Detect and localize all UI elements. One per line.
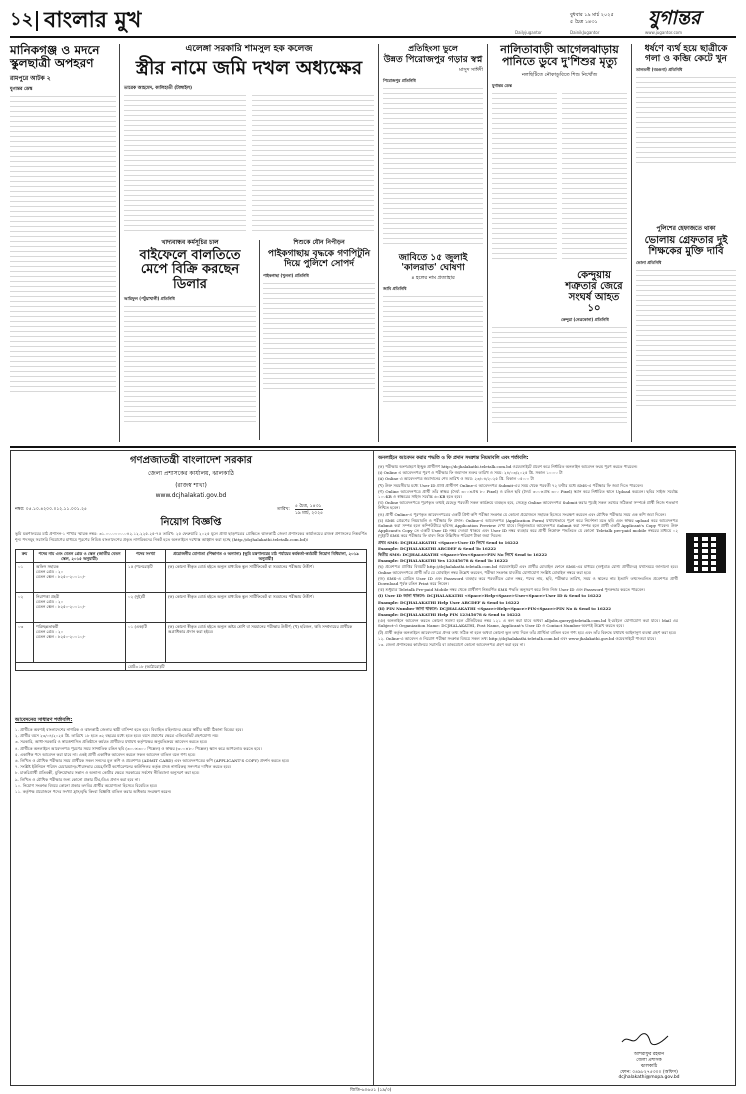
story-teacher-heading: পাইকগাছায় বৃদ্ধকে গণপিটুনি দিয়ে পুলিশে সোপর্দ — [267, 248, 371, 269]
table-total: মোট=১৮ (আঠারো)টি — [126, 663, 367, 671]
signature-image — [620, 1031, 670, 1045]
online-item: (ক) পরীক্ষায় অংশগ্রহণে ইচ্ছুক প্রার্থীগণ http://dcjhalakathi.teletalk.com.bd ওয়েবসাইটে প্রবেশ করে নির্ধারিত অনলাইন আবেদন ফরম পূরণ করতে পারবেন। — [378, 464, 638, 469]
signer-name: আশরাফুর রহমান — [633, 1052, 665, 1057]
row-sl: ০১ — [16, 563, 34, 593]
story-teacher-body — [263, 282, 375, 392]
story-drown-credit: যুগান্তর ডেস্ক — [492, 82, 512, 88]
story-clash-body — [492, 326, 627, 426]
story-college — [124, 44, 374, 234]
row-sl: ০৩ — [16, 623, 34, 663]
row-post: পরিচ্ছন্নতাকর্মী — [36, 624, 59, 629]
condition-item: ৩. সরকারি, আধা-সরকারি ও স্বায়ত্তশাসিত প্রতিষ্ঠানে কর্মরত প্রার্থীদের যথাযথ কর্তৃপক্ষের অনুমতিক্রমে আবেদন করতে হবে। — [15, 739, 208, 745]
online-item: প্রথম SMS: DCJHALAKATHI <Space>User ID লিখে Send to 16222 — [378, 539, 519, 545]
condition-item: ৯. লিখিত ও মৌখিক পরীক্ষার জন্য কোনো প্রকার টিএ/ডিএ প্রদান করা হবে না। — [15, 776, 140, 782]
story-drown-byline: নলছিটিতে নৌকাডুবিতে শিশু নিখোঁজ — [521, 71, 598, 78]
signature-icon — [620, 1032, 670, 1046]
online-item: ১২. Online-এ আবেদন ও নিয়োগ পরীক্ষা সংক্রান্ত বিষয়ে সকল তথ্য http://dcjhalakathi.teletalk.com.bd এবং www.jhalakathi.gov.bd ওয়েবসাইটে পাওয়া যাবে। — [378, 635, 656, 641]
online-item: ১৩. জেলা প্রশাসকের কার্যালয়ে সরাসরি বা ডাকযোগে কোনো আবেদনপত্র গ্রহণ করা হবে না। — [378, 642, 525, 648]
story-jabi-body — [383, 295, 483, 405]
ad-office: জেলা প্রশাসকের কার্যালয়, ঝালকাঠি — [147, 470, 235, 478]
online-item: (i) User ID জানা থাকলে: DCJHALAKATHI <Space>Help<Space>User<Space>User ID & Send to 16222 — [378, 593, 602, 599]
online-item: (ii) Online এ আবেদনপত্র জমাদানের শেষ তারিখ ও সময়: ২৩/০৪/২০২৫ খ্রি. বিকাল ০৫:০০ টা — [378, 476, 534, 482]
ad-top-rule — [10, 446, 736, 448]
condition-item: ৬. লিখিত ও মৌখিক পরীক্ষার সময় প্রার্থীকে সকল সনদের মূল কপি ও প্রবেশপত্র (ADMIT CARD) এবং আবেদনপত্রের কপি (APPLICANT'S COPY) প্রদর্শন করতে হবে। — [15, 758, 290, 764]
conditions-title: আবেদনের সাধারণ শর্তাবলি: — [15, 717, 73, 723]
story-pirojpur-byline: মাসুদ সাঈদী — [459, 67, 483, 74]
col-divider-5 — [631, 44, 632, 442]
story-abduction — [10, 44, 116, 444]
ad-divider — [373, 451, 374, 1085]
row-count: ০২ (দুই)টি — [126, 593, 166, 623]
story-kidney-heading: ধর্ষণে ব্যর্থ হয়ে ছাত্রীকে গলা ও কব্জি কেটে খুন — [644, 44, 728, 65]
masthead-rule — [10, 36, 736, 38]
social-1[interactable]: Dailyjugantor — [515, 30, 542, 35]
th-sl: ক্রম — [16, 550, 34, 563]
row-count: ০১ (এক)টি — [126, 623, 166, 663]
ad-memo-no: নম্বর: ০৫.১০.৪২০০.০১২.১১.০০১.২৫ — [15, 507, 87, 513]
row-post-cell — [34, 623, 126, 663]
story-leader-kicker: পুলিশের হেফাজতে থাকা — [656, 225, 716, 232]
story-drown — [492, 44, 627, 444]
signer-email[interactable]: dcjhalakathi@mopa.gov.bd — [618, 1075, 680, 1080]
story-kidney-body — [636, 76, 736, 166]
row-sl: ০২ — [16, 593, 34, 623]
ad-notice-title: নিয়োগ বিজ্ঞপ্তি — [160, 517, 222, 529]
story-leader — [636, 226, 736, 442]
story-dealer — [124, 240, 256, 440]
story-pirojpur-credit: পিরোজপুর প্রতিনিধি — [383, 78, 416, 84]
story-pirojpur — [383, 44, 483, 444]
story-college-kicker: এলেঙ্গা সরকারি শামসুল হক কলেজ — [185, 44, 313, 54]
signer-title: জেলা প্রশাসক — [636, 1058, 662, 1063]
condition-item: ২. প্রার্থীর বয়স ২৩/০৪/২০২৫ খ্রি. তারিখে ১৮ হতে ৩২ বছরের মধ্যে হতে হবে। বয়স প্রমাণের ক্ষেত্রে এফিডেভিট গ্রহণযোগ্য নয়। — [15, 733, 219, 739]
col-divider-3 — [378, 44, 379, 442]
story-drown-heading: নালিতাবাড়ী আগেলঝাড়ায় পানিতে ডুবে দু'শিশুর মৃত্যু — [500, 43, 619, 69]
row-scale: বেতন স্কেল : ৮২৫০-২০০১০/- — [36, 604, 86, 609]
condition-item: ১০. নিয়োগ সংক্রান্ত বিষয়ে কোনো প্রকার তদবির প্রার্থীর অযোগ্যতা হিসেবে বিবেচিত হবে। — [15, 782, 158, 788]
qr-code-icon[interactable] — [686, 533, 726, 573]
story-teacher — [263, 240, 375, 440]
ad-date-label: তারিখ: — [277, 507, 290, 513]
story-abduction-body — [10, 95, 116, 395]
masthead — [10, 8, 736, 38]
online-item: (ii) PIN Number জানা থাকলে: DCJHALAKATHI <Space>Help<Space>PIN<Space>PIN No & Send to 16222 — [378, 605, 612, 611]
row-post: অফিস সহায়ক — [36, 564, 59, 569]
col-divider-4 — [487, 44, 488, 442]
story-pirojpur-body — [383, 87, 483, 247]
online-item: (খ) উক্ত সময়সীমার মধ্যে User ID প্রাপ্ত প্রার্থীগণ Online-এ আবেদনপত্র Submit-এর সময় থেকে পরবর্তী ৭২ ঘণ্টার মধ্যে SMS-এ পরীক্ষার ফি জমা দিতে পারবেন। — [378, 482, 644, 488]
story-dealer-credit: আরিফুল (পটুয়াখালী) প্রতিনিধি — [124, 296, 175, 302]
online-item: Example: DCJHALAKATHI ABCDEF & Send To 16222 — [378, 545, 497, 551]
ad-gov-title: গণপ্রজাতন্ত্রী বাংলাদেশ সরকার — [130, 455, 252, 466]
th-count: পদের সংখ্যা — [126, 550, 166, 563]
online-item: (ঞ) অনলাইনে আবেদন করতে কোনো সমস্যা হলে টেলিটকের নম্বর ১২১ এ কল করা যাবে অথবা alljobs.query@teletalk.com.bd ই-মেইলে যোগাযোগ করা যাবে। Mail এর Subject-এ Organization Name: DCJHALAKATHI, Post Name, Applicant's User ID ও Contact Number অবশ্যই উল্লেখ করতে হবে। — [378, 618, 678, 629]
ad-memo-row — [15, 503, 367, 515]
online-item: (জ) SMS-এ প্রেরিত User ID এবং Password ব্যবহার করে পরবর্তীতে রোল নম্বর, পদের নাম, ছবি, পরীক্ষার তারিখ, সময় ও স্থানের নাম ইত্যাদি তথ্যসংবলিত প্রবেশপত্র প্রার্থী Download পূর্বক রঙিন Print করে নিবেন। — [378, 575, 678, 587]
story-dealer-heading: বাইফেলে বালতিতে মেপে বিক্রি করছেন ডিলার — [139, 247, 241, 292]
row-scale: বেতন স্কেল : ৮২৫০-২০০১০/- — [36, 574, 86, 579]
masthead-divider — [36, 11, 38, 31]
online-item: (ঙ) প্রার্থী Online-এ পূরণকৃত আবেদনপত্রের একটি প্রিন্ট কপি পরীক্ষা সংক্রান্ত যে কোনো প্রয়োজনে সহায়ক হিসেবে সংরক্ষণ করবেন এবং মৌখিক পরীক্ষার সময় এক কপি জমা দিবেন। — [378, 511, 666, 517]
col-divider-1 — [119, 44, 120, 442]
table-total-row — [16, 663, 367, 671]
condition-item: ৭. সংশ্লিষ্ট ইউনিয়ন পরিষদ চেয়ারম্যান/পৌরসভার মেয়র/সিটি কর্পোরেশনের কাউন্সিলর কর্তৃক প্রদত্ত নাগরিকত্ব সনদপত্র দাখিল করতে হবে। — [15, 764, 231, 770]
story-clash-heading: কেন্দুয়ায় শত্রুতার জেরে সংঘর্ষ আহত ১০ — [565, 269, 623, 315]
row-post-cell — [34, 593, 126, 623]
story-college-heading: স্ত্রীর নামে জমি দখল অধ্যক্ষের — [135, 57, 363, 80]
online-item: (ছ) প্রবেশপত্র প্রাপ্তির বিষয়টি http://dcjhalakathi.teletalk.com.bd ওয়েবসাইটে এবং প্রার্থীর মোবাইল ফোনে SMS-এর মাধ্যমে (শুধুমাত্র যোগ্য প্রার্থীদের) যথাসময়ে জানানো হবে। Online আবেদনপত্রে প্রার্থী তাঁর যে মোবাইল নম্বর উল্লেখ করবেন, পরীক্ষা সংক্রান্ত যাবতীয় যোগাযোগ সংশ্লিষ্ট মোবাইল নম্বরে করা হবে। — [378, 564, 678, 575]
date-line-2: ৫ চৈত্র ১৪৩১ — [570, 19, 598, 25]
online-item: Example: DCJHALAKATHI Help PIN 12345678 & Send to 16222 — [378, 612, 521, 618]
row-qual: (ক) কোনো স্বীকৃত বোর্ড হইতে অন্যূন মাধ্যমিক স্কুল সার্টিফিকেট বা সমমানের পরীক্ষায় উত্তীর্ণ। — [166, 563, 367, 593]
story-college-body — [124, 94, 374, 234]
th-qual: প্রয়োজনীয় যোগ্যতা (শিক্ষাগত ও অন্যান্য) [ভূমি মন্ত্রণালয়ের মাঠ পর্যায়ের কর্মকর্তা-কর্মচারী নিয়োগ বিধিমালা, ২০১৯ অনুযায়ী] — [166, 550, 367, 563]
story-jabi-heading: জাবিতে ১৫ জুলাই 'কালরাত' ঘোষণা — [398, 253, 468, 274]
online-item: (i) Online এ আবেদনপত্র পূরণ ও পরীক্ষার ফি জমাদান শুরুর তারিখ ও সময়: ২৪/০৩/২০২৫ খ্রি. সকাল ১০:০০ টা — [378, 470, 563, 476]
story-leader-credit: ভোলা প্রতিনিধি — [636, 260, 662, 266]
online-item: (ঘ) Online আবেদনপত্রে পূরণকৃত তথ্যই যেহেতু পরবর্তী সকল কার্যক্রমে ব্যবহৃত হবে, সেহেতু Online আবেদনপত্র Submit করার পূর্বেই সকল তথ্যের সঠিকতা সম্পর্কে প্রার্থী নিজে শতভাগ নিশ্চিত হবেন। — [378, 500, 678, 511]
story-kidney-credit: তালতলী (বরগুনা) প্রতিনিধি — [636, 67, 683, 73]
online-item: দ্বিতীয় SMS: DCJHALAKATHI <Space>Yes<Space>PIN No লিখে Send to 16222 — [378, 552, 548, 558]
condition-item: ১. প্রার্থীকে অবশ্যই বাংলাদেশের নাগরিক ও ঝালকাঠি জেলার স্থায়ী বাসিন্দা হতে হবে। বিবাহিত মহিলাদের ক্ষেত্রে স্বামীর স্থায়ী ঠিকানা বিবেচ্য হবে। — [15, 727, 243, 732]
website-link[interactable]: www.jugantor.com — [645, 30, 682, 35]
dfp-code: জিডি-৬০৬৫১ (১৯/৩) — [350, 1088, 392, 1093]
ad-left — [15, 455, 367, 1081]
th-post: পদের নাম এবং বেতন গ্রেড ও স্কেল (জাতীয় বেতন স্কেল, ২০১৫ অনুযায়ী) — [34, 550, 126, 563]
condition-item: ১১. কর্তৃপক্ষ প্রয়োজনে পদের সংখ্যা হ্রাস/বৃদ্ধি কিংবা বিজ্ঞপ্তি বাতিল করার অধিকার সংরক্ষণ করেন। — [15, 789, 172, 795]
story-pirojpur-heading: উন্নত পিরোজপুর গড়ার স্বপ্ন — [383, 54, 483, 65]
row-grade: বেতন গ্রেড : ২০ — [36, 629, 64, 634]
online-item: (গ) Online আবেদনপত্রে প্রার্থী তাঁর স্বাক্ষর (দৈর্ঘ্য ৩০০×প্রস্থ ৮০ Pixel) ও রঙিন ছবি (দৈর্ঘ্য ৩০০×প্রস্থ ৩০০ Pixel) স্ক্যান করে নির্ধারিত স্থানে Upload করবেন। ছবির সাইজ সর্বোচ্চ ১০০KB ও স্বাক্ষরের সাইজ সর্বোচ্চ ৬০KB হতে হবে। — [378, 488, 678, 500]
story-jabi-credit: জাবি প্রতিনিধি — [383, 286, 407, 292]
row-post-cell — [34, 563, 126, 593]
total-spacer — [16, 663, 126, 671]
story-college-credit: তারেক আহমেদ, কালিহাতী (টাঙ্গাইল) — [124, 86, 193, 92]
condition-item: ৫. একাধিক পদে আবেদন করা যাবে না। একই প্রার্থী একাধিক আবেদন করলে সকল আবেদন বাতিল বলে গণ্য হবে। — [15, 751, 196, 757]
date-line-1: বুধবার ১৯ মার্চ ২০২৫ — [570, 12, 614, 18]
story-abduction-byline: রামপুরে আটক ২ — [10, 74, 51, 82]
table-row — [16, 563, 367, 593]
story-drown-body — [492, 92, 627, 262]
ad-right — [378, 455, 730, 1081]
online-title: অনলাইনে আবেদন করার পদ্ধতি ও ফি প্রদান সংক্রান্ত নিয়মাবলি এবং শর্তাবলি: — [378, 456, 529, 461]
gov-ad — [10, 450, 736, 1086]
story-dealer-kicker: খাদ্যবান্ধব কর্মসূচির চাল — [161, 239, 219, 246]
story-teacher-kicker: শিশুকে যৌন নিপীড়ন — [293, 239, 345, 246]
col-divider-2 — [259, 240, 260, 440]
story-dealer-body — [124, 305, 256, 425]
story-leader-body — [636, 269, 736, 409]
story-kidney — [636, 44, 736, 224]
section-title: বাংলার মুখ — [44, 7, 142, 33]
conditions-list — [15, 727, 367, 1077]
story-leader-heading: ভোলায় গ্রেফতার দুই শিক্ষকের মুক্তি দাবি — [644, 234, 728, 257]
online-item: (ট) প্রার্থী কর্তৃক অনলাইনে আবেদনপত্রে প্রদত্ত তথ্য সঠিক না হলে অথবা কোনো ভুল তথ্য দিলে তাঁর প্রার্থিতা বাতিল বলে গণ্য হবে এবং তাঁর বিরুদ্ধে যথাযথ আইনানুগ ব্যবস্থা গ্রহণ করা হবে। — [378, 629, 677, 635]
row-grade: বেতন গ্রেড : ২০ — [36, 599, 64, 604]
condition-item: ৮. চাকরিপ্রার্থী প্রতিবন্ধী, মুক্তিযোদ্ধার সন্তান ও অন্যান্য কোটার ক্ষেত্রে সরকারের সর্বশেষ নীতিমালা অনুসরণ করা হবে। — [15, 770, 200, 776]
online-item: (চ) SMS প্রেরণের নিয়মাবলি ও পরীক্ষার ফি প্রদান: Online-এ আবেদনপত্র (Application Form) যথাযথভাবে পূরণ করে নির্দেশনা মতে ছবি এবং স্বাক্ষর upload করে আবেদনপত্র Submit করা সম্পন্ন হলে কম্পিউটারে ছবিসহ Application Preview দেখা যাবে। নির্ভুলভাবে আবেদনপত্র Submit করা সম্পন্ন হলে প্রার্থী একটি Applicant's Copy পাবেন। উক্ত Applicant's Copy তে একটি User ID নম্বর দেওয়া থাকবে এবং User ID নম্বর ব্যবহার করে প্রার্থী নিম্নোক্ত পদ্ধতিতে যে কোনো Teletalk pre-paid mobile নম্বরের মাধ্যমে ০২ (দুই)টি SMS করে পরীক্ষার ফি বাবদ নিম্নে উল্লিখিত পরিমাণ টাকা জমা দিবেন। — [378, 517, 678, 539]
condition-item: ৪. প্রার্থীকে অনলাইনে আবেদনপত্র পূরণের সময় সাম্প্রতিক রঙিন ছবি (৩০০×৩০০ পিক্সেল) ও স্বাক্ষর (৩০০×৮০ পিক্সেল) স্ক্যান করে আপলোড করতে হবে। — [15, 745, 262, 751]
online-list — [378, 464, 678, 1024]
ad-website[interactable]: www.dcjhalakati.gov.bd — [155, 492, 227, 500]
story-abduction-credit: যুগান্তর ডেস্ক — [10, 86, 33, 92]
ad-intro: ভূমি মন্ত্রণালয়ের মাঠ প্রশাসন-১ শাখার স্মারক নম্বর: ৩১.০০.০০০০.০৪২.১২.২২৫.২৫-৭৫ তারিখ: ২৫ ফেব্রুয়ারি ২০২৫ মূলে প্রাপ্ত ছাড়পত্রের প্রেক্ষিতে ঝালকাঠি জেলা প্রশাসকের কার্যালয়ের রাজস্ব প্রশাসনের নিম্নবর্ণিত শূন্য পদসমূহ সরাসরি নিয়োগের মাধ্যমে পূরণের নিমিত্ত বাংলাদেশের প্রকৃত নাগরিকদের নিকট হতে অনলাইনে দরখাস্ত আহ্বান করা হচ্ছে (http://dcjhalakathi.teletalk.com.bd)। — [15, 531, 367, 542]
table-row — [16, 623, 367, 663]
row-count: ১৫ (পনেরো)টি — [126, 563, 166, 593]
story-clash-credit: কেন্দুয়া (নেত্রকোনা) প্রতিনিধি — [561, 317, 609, 323]
ad-branch: (রাজস্ব শাখা) — [175, 482, 207, 490]
ad-date-en: ১৯ মার্চ, ২০২৫ — [295, 511, 324, 517]
brand-logo: যুগান্তর — [648, 7, 701, 29]
signer-phone: ফোন: ০৪৯৮২৭৫৩০০ (অফিস) — [620, 1070, 678, 1075]
vacancy-table-header — [16, 550, 367, 563]
row-post: নিরাপত্তা প্রহরী — [36, 594, 60, 599]
row-grade: বেতন গ্রেড : ২০ — [36, 569, 64, 574]
story-abduction-heading: মানিকগঞ্জ ও মদনে স্কুলছাত্রী অপহরণ — [10, 43, 100, 71]
signer-office: ঝালকাঠি — [640, 1064, 658, 1069]
row-qual: (ক) কোনো স্বীকৃত বোর্ড হইতে অন্যূন মাধ্যমিক স্কুল সার্টিফিকেট বা সমমানের পরীক্ষায় উত্তীর্ণ। — [166, 593, 367, 623]
row-scale: বেতন স্কেল : ৮২৫০-২০০১০/- — [36, 634, 86, 639]
online-item: Example: DCJHALAKATHI Help User ABCDEF & Send to 16222 — [378, 599, 520, 605]
row-qual: (ক) কোনো স্বীকৃত বোর্ড হইতে অন্যূন অষ্টম শ্রেণি বা সমমানের পরীক্ষায় উত্তীর্ণ; (খ) হরিজন, ঋষি সম্প্রদায়ের প্রার্থীকে অগ্রাধিকার প্রদান করা হইবে। — [166, 623, 367, 663]
social-2[interactable]: DainikJugantor — [570, 30, 600, 35]
table-row — [16, 593, 367, 623]
page-number: ১২ — [10, 9, 34, 30]
online-item: Example: DCJHALAKATHI Yes 12345678 & Send To 16222 — [378, 558, 508, 564]
story-pirojpur-kicker: প্রতিহিংসা ভুলে — [408, 43, 458, 53]
story-jabi-byline: ৪ হলের নাম প্রত্যাহার — [411, 275, 455, 282]
vacancy-table — [15, 549, 367, 671]
online-item: (ঝ) শুধুমাত্র Teletalk Pre-paid Mobile নম্বর থেকে প্রার্থীগণ নিম্নবর্ণিত SMS পদ্ধতি অনুসরণ করে নিজ নিজ User ID এবং Password পুনরুদ্ধার করতে পারবেন। — [378, 587, 645, 593]
story-teacher-credit: পাইকগাছা (খুলনা) প্রতিনিধি — [263, 272, 309, 278]
ad-date-bn: ৫ চৈত্র, ১৪৩১ — [295, 504, 322, 510]
